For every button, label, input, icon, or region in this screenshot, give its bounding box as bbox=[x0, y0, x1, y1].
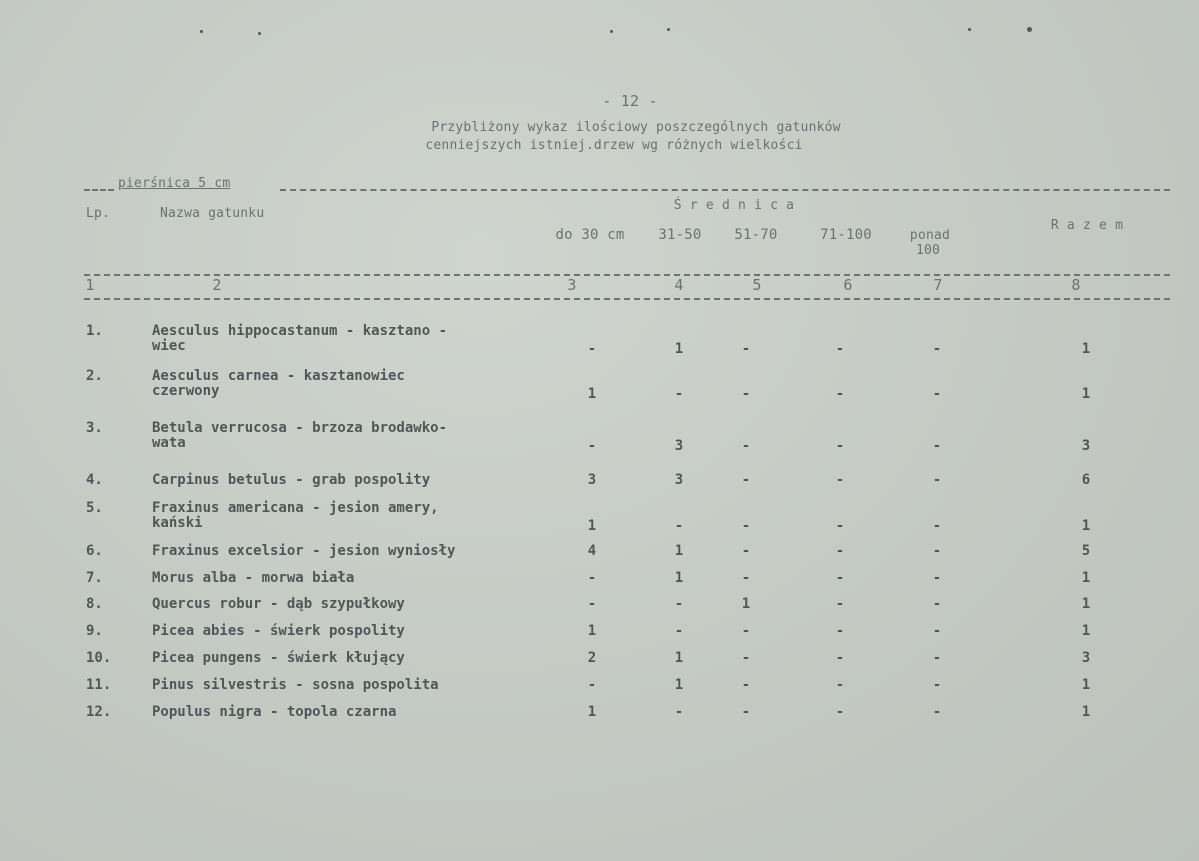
row-lp: 5. bbox=[86, 500, 103, 516]
row-value-c7: - bbox=[932, 677, 942, 693]
row-value-c8: 3 bbox=[1081, 438, 1091, 454]
row-value-c6: - bbox=[835, 650, 845, 666]
row-value-c6: - bbox=[835, 596, 845, 612]
row-value-c5: - bbox=[741, 472, 751, 488]
row-value-c3: 1 bbox=[587, 386, 597, 402]
paper-speck bbox=[968, 28, 971, 31]
dashed-rule-columns-top bbox=[84, 274, 1170, 276]
header-total: R a z e m bbox=[1050, 218, 1124, 233]
row-species-name: Picea abies - świerk pospolity bbox=[152, 623, 405, 639]
paper-speck bbox=[610, 30, 613, 33]
row-value-c3: 1 bbox=[587, 518, 597, 534]
row-lp: 10. bbox=[86, 650, 112, 666]
row-lp: 8. bbox=[86, 596, 103, 612]
row-value-c5: - bbox=[741, 341, 751, 357]
row-value-c6: - bbox=[835, 704, 845, 720]
row-species-name: Carpinus betulus - grab pospolity bbox=[152, 472, 431, 488]
row-value-c8: 1 bbox=[1081, 704, 1091, 720]
header-col7-line2: 100 bbox=[915, 243, 941, 258]
row-lp: 9. bbox=[86, 623, 103, 639]
row-value-c8: 1 bbox=[1081, 570, 1091, 586]
row-value-c6: - bbox=[835, 677, 845, 693]
row-species-name: Aesculus carnea - kasztanowiec bbox=[152, 368, 405, 384]
row-value-c4: 1 bbox=[674, 650, 684, 666]
row-species-name: czerwony bbox=[152, 383, 220, 399]
row-value-c5: - bbox=[741, 704, 751, 720]
row-species-name: Morus alba - morwa biała bbox=[152, 570, 355, 586]
column-number-7: 7 bbox=[933, 276, 943, 294]
row-value-c3: 2 bbox=[587, 650, 597, 666]
row-species-name: wata bbox=[152, 435, 186, 451]
row-value-c8: 1 bbox=[1081, 623, 1091, 639]
row-value-c6: - bbox=[835, 543, 845, 559]
row-value-c6: - bbox=[835, 438, 845, 454]
dashed-rule-top bbox=[280, 189, 1170, 191]
column-number-1: 1 bbox=[85, 276, 95, 294]
row-value-c8: 3 bbox=[1081, 650, 1091, 666]
column-number-3: 3 bbox=[567, 276, 577, 294]
row-value-c5: - bbox=[741, 543, 751, 559]
column-number-5: 5 bbox=[752, 276, 762, 294]
row-value-c6: - bbox=[835, 623, 845, 639]
dashed-rule-columns-bottom bbox=[84, 298, 1170, 300]
row-value-c5: - bbox=[741, 438, 751, 454]
row-lp: 2. bbox=[86, 368, 103, 384]
row-lp: 4. bbox=[86, 472, 103, 488]
column-number-4: 4 bbox=[674, 276, 684, 294]
row-lp: 7. bbox=[86, 570, 103, 586]
row-value-c7: - bbox=[932, 650, 942, 666]
row-value-c4: 1 bbox=[674, 341, 684, 357]
dashed-rule-note-left bbox=[84, 189, 114, 191]
row-value-c3: 1 bbox=[587, 623, 597, 639]
row-value-c4: 3 bbox=[674, 472, 684, 488]
header-col5: 51-70 bbox=[734, 227, 778, 243]
row-lp: 3. bbox=[86, 420, 103, 436]
row-value-c8: 1 bbox=[1081, 341, 1091, 357]
row-species-name: Fraxinus americana - jesion amery, bbox=[152, 500, 439, 516]
row-value-c4: 1 bbox=[674, 543, 684, 559]
row-species-name: kański bbox=[152, 515, 203, 531]
row-value-c5: - bbox=[741, 677, 751, 693]
page-number: - 12 - bbox=[602, 92, 658, 110]
header-col4: 31-50 bbox=[658, 227, 702, 243]
header-col7-line1: ponad bbox=[909, 228, 951, 243]
row-value-c6: - bbox=[835, 341, 845, 357]
row-value-c8: 6 bbox=[1081, 472, 1091, 488]
row-lp: 6. bbox=[86, 543, 103, 559]
row-species-name: Betula verrucosa - brzoza brodawko- bbox=[152, 420, 448, 436]
row-value-c4: 1 bbox=[674, 570, 684, 586]
row-value-c3: 1 bbox=[587, 704, 597, 720]
row-value-c7: - bbox=[932, 543, 942, 559]
header-name: Nazwa gatunku bbox=[160, 206, 265, 221]
row-species-name: Pinus silvestris - sosna pospolita bbox=[152, 677, 439, 693]
row-lp: 1. bbox=[86, 323, 103, 339]
row-value-c7: - bbox=[932, 472, 942, 488]
row-value-c5: - bbox=[741, 650, 751, 666]
column-number-8: 8 bbox=[1071, 276, 1081, 294]
row-value-c7: - bbox=[932, 518, 942, 534]
row-value-c3: - bbox=[587, 677, 597, 693]
row-value-c8: 1 bbox=[1081, 677, 1091, 693]
row-value-c5: - bbox=[741, 570, 751, 586]
row-value-c4: - bbox=[674, 386, 684, 402]
row-value-c3: 3 bbox=[587, 472, 597, 488]
row-value-c4: 1 bbox=[674, 677, 684, 693]
row-value-c4: - bbox=[674, 518, 684, 534]
row-value-c4: - bbox=[674, 596, 684, 612]
title-line-1: Przybliżony wykaz ilościowy poszczególnych gatunków bbox=[431, 120, 841, 135]
row-lp: 12. bbox=[86, 704, 112, 720]
row-value-c5: - bbox=[741, 386, 751, 402]
header-diameter-group: Ś r e d n i c a bbox=[673, 198, 795, 213]
row-species-name: Populus nigra - topola czarna bbox=[152, 704, 397, 720]
row-value-c4: 3 bbox=[674, 438, 684, 454]
row-value-c8: 5 bbox=[1081, 543, 1091, 559]
row-value-c3: - bbox=[587, 438, 597, 454]
row-value-c6: - bbox=[835, 386, 845, 402]
row-value-c8: 1 bbox=[1081, 596, 1091, 612]
row-species-name: Fraxinus excelsior - jesion wyniosły bbox=[152, 543, 456, 559]
row-value-c4: - bbox=[674, 704, 684, 720]
column-number-2: 2 bbox=[212, 276, 222, 294]
row-value-c5: 1 bbox=[741, 596, 751, 612]
row-value-c8: 1 bbox=[1081, 386, 1091, 402]
row-species-name: wiec bbox=[152, 338, 186, 354]
title-line-2: cenniejszych istniej.drzew wg różnych wielkości bbox=[425, 138, 803, 153]
header-lp: Lp. bbox=[86, 206, 111, 221]
row-value-c7: - bbox=[932, 386, 942, 402]
row-value-c7: - bbox=[932, 570, 942, 586]
row-value-c6: - bbox=[835, 472, 845, 488]
row-value-c5: - bbox=[741, 518, 751, 534]
row-value-c3: - bbox=[587, 341, 597, 357]
diameter-note: pierśnica 5 cm bbox=[118, 176, 231, 191]
row-value-c3: - bbox=[587, 570, 597, 586]
paper-speck bbox=[667, 28, 670, 31]
row-value-c7: - bbox=[932, 438, 942, 454]
paper-speck bbox=[200, 30, 203, 33]
row-value-c7: - bbox=[932, 704, 942, 720]
row-value-c6: - bbox=[835, 570, 845, 586]
row-species-name: Aesculus hippocastanum - kasztano - bbox=[152, 323, 448, 339]
row-value-c5: - bbox=[741, 623, 751, 639]
row-value-c7: - bbox=[932, 341, 942, 357]
column-number-6: 6 bbox=[843, 276, 853, 294]
row-value-c3: - bbox=[587, 596, 597, 612]
header-col3: do 30 cm bbox=[555, 227, 625, 243]
header-col6: 71-100 bbox=[820, 227, 872, 243]
row-value-c7: - bbox=[932, 596, 942, 612]
row-species-name: Quercus robur - dąb szypułkowy bbox=[152, 596, 405, 612]
row-lp: 11. bbox=[86, 677, 112, 693]
row-value-c7: - bbox=[932, 623, 942, 639]
row-value-c8: 1 bbox=[1081, 518, 1091, 534]
row-value-c6: - bbox=[835, 518, 845, 534]
paper-speck bbox=[258, 32, 261, 35]
row-value-c4: - bbox=[674, 623, 684, 639]
paper-speck bbox=[1027, 27, 1032, 32]
row-value-c3: 4 bbox=[587, 543, 597, 559]
row-species-name: Picea pungens - świerk kłujący bbox=[152, 650, 405, 666]
